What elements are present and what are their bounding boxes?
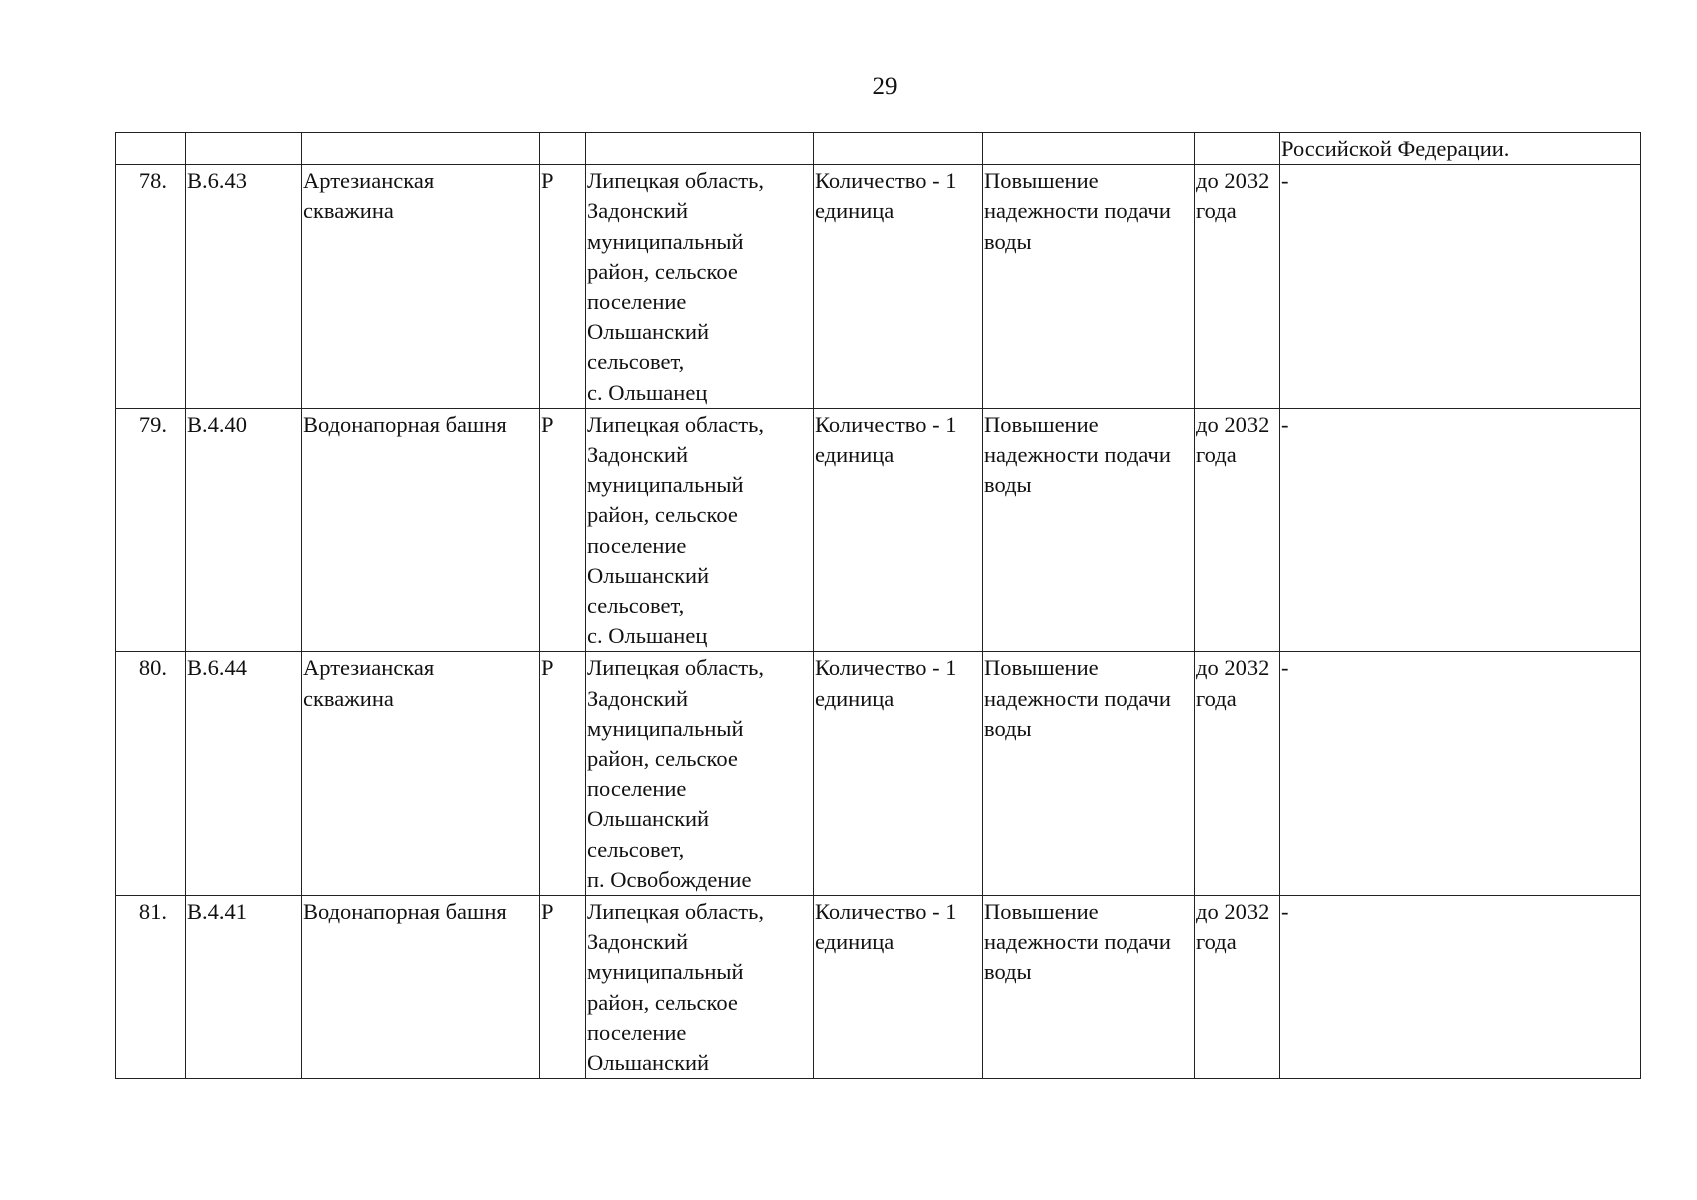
object-quantity: Количество - 1 единица	[814, 652, 983, 896]
page-number: 29	[872, 73, 898, 100]
table-row	[116, 165, 1641, 409]
object-quantity: Количество - 1 единица	[814, 896, 983, 1079]
object-name: Артезианская скважина	[302, 652, 540, 896]
table-cell-type	[540, 133, 586, 165]
object-name: Артезианская скважина	[302, 165, 540, 409]
object-deadline: до 2032 года	[1195, 165, 1280, 409]
object-code: В.6.44	[186, 652, 302, 896]
row-number: 81.	[116, 896, 186, 1079]
table-cell-num	[116, 133, 186, 165]
table-cell-code	[186, 133, 302, 165]
object-purpose: Повышение надежности подачи воды	[983, 652, 1195, 896]
table-cell-purpose	[983, 133, 1195, 165]
object-type: Р	[540, 408, 586, 652]
object-code: В.6.43	[186, 165, 302, 409]
object-name: Водонапорная башня	[302, 896, 540, 1079]
table-row	[116, 408, 1641, 652]
object-note: -	[1280, 896, 1641, 1079]
object-purpose: Повышение надежности подачи воды	[983, 165, 1195, 409]
row-number: 79.	[116, 408, 186, 652]
object-deadline: до 2032 года	[1195, 896, 1280, 1079]
object-type: Р	[540, 652, 586, 896]
object-note: -	[1280, 408, 1641, 652]
table-cell-note: Российской Федерации.	[1280, 133, 1641, 165]
row-number: 78.	[116, 165, 186, 409]
table-cell-name	[302, 133, 540, 165]
object-note: -	[1280, 165, 1641, 409]
object-location: Липецкая область, Задонский муниципальный район, сельское поселение Ольшанский сельсовет, с. Ольшанец	[586, 165, 814, 409]
object-note: -	[1280, 652, 1641, 896]
object-code: В.4.41	[186, 896, 302, 1079]
table-row-continuation	[116, 133, 1641, 165]
object-purpose: Повышение надежности подачи воды	[983, 896, 1195, 1079]
object-quantity: Количество - 1 единица	[814, 165, 983, 409]
object-type: Р	[540, 896, 586, 1079]
table-row	[116, 652, 1641, 896]
object-location: Липецкая область, Задонский муниципальный район, сельское поселение Ольшанский сельсовет, с. Ольшанец	[586, 408, 814, 652]
object-type: Р	[540, 165, 586, 409]
objects-table	[115, 132, 1641, 1079]
object-deadline: до 2032 года	[1195, 408, 1280, 652]
table-cell-deadline	[1195, 133, 1280, 165]
object-name: Водонапорная башня	[302, 408, 540, 652]
row-number: 80.	[116, 652, 186, 896]
table-cell-quantity	[814, 133, 983, 165]
table-cell-location	[586, 133, 814, 165]
object-location: Липецкая область, Задонский муниципальный район, сельское поселение Ольшанский	[586, 896, 814, 1079]
object-location: Липецкая область, Задонский муниципальный район, сельское поселение Ольшанский сельсовет, п. Освобождение	[586, 652, 814, 896]
object-deadline: до 2032 года	[1195, 652, 1280, 896]
table-row	[116, 896, 1641, 1079]
object-code: В.4.40	[186, 408, 302, 652]
object-purpose: Повышение надежности подачи воды	[983, 408, 1195, 652]
object-quantity: Количество - 1 единица	[814, 408, 983, 652]
